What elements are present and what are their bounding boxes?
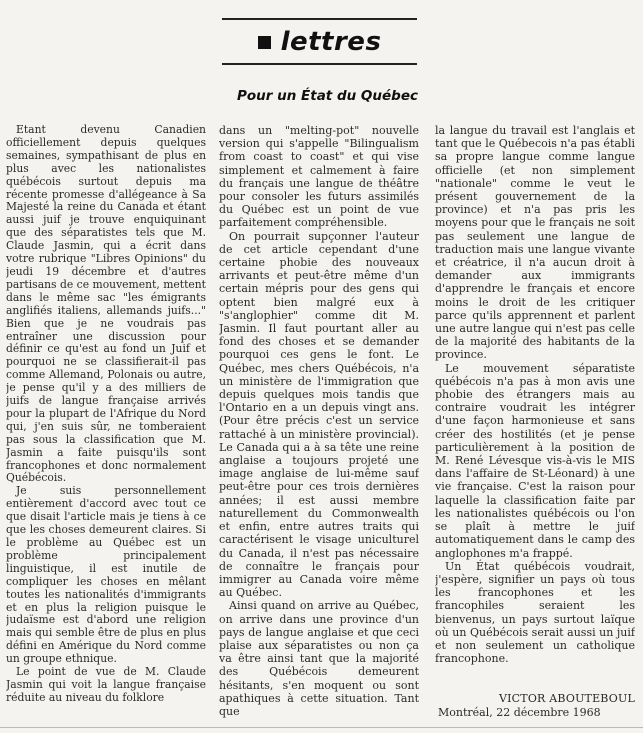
paragraph: la langue du travail est l'anglais et tant que le Québecois n'a pas établi sa propre langue comme langue officielle (et non simplement "nationale" comme le veut le présent gouvernement de la province) et n'a pas pris les moyens pour que le français ne soit pas seulement une langue de traduction mais une langue vivante et créatrice, il n'a aucun droit à demander aux immigrants d'apprendre le français et encore moins le droit de les critiquer parce qu'ils apprennent et parlent une autre langue qui n'est pas celle de la majorité des habitants de la province.	[435, 124, 635, 362]
letter-headline: Pour un État du Québec	[236, 88, 418, 104]
text-column-2	[219, 124, 419, 727]
page-bottom-rule	[0, 727, 643, 728]
black-square-icon	[258, 36, 271, 49]
text-column-3	[435, 124, 635, 688]
section-title	[222, 22, 417, 62]
header-top-rule	[222, 18, 417, 20]
paragraph: Un État québécois voudrait, j'espère, signifier un pays où tous les francophones et les francophiles seraient les bienvenus, un pays surtout laïque où un Québécois serait aussi un juif et non seulement un catholique francophone.	[435, 559, 635, 666]
section-title-text: lettres	[280, 27, 382, 57]
paragraph: Etant devenu Canadien officiellement depuis quelques semaines, sympathisant de plus en plus avec les nationalistes québécois surtout depuis ma récente promesse d'allégeance à Sa Majesté la reine du Canada et étant aussi juif je trouve enquiquinant que des séparatistes tels que M. Claude Jasmin, qui a écrit dans votre rubrique "Libres Opinions" du jeudi 19 décembre et d'autres partisans de ce mouvement, mettent dans le même sac "les émigrants anglifiés italiens, allemands juifs..." Bien que je ne voudrais pas entraîner une discussion pour définir ce qu'est au fond un Juif et pourquoi ne se classifierait-il pas comme Allemand, Polonais ou autre, je pense qu'il y a des milliers de juifs de langue française arrivés pour la plupart de l'Afrique du Nord qui, j'en suis sûr, ne tomberaient pas sous la classification que M. Jasmin a faite puisqu'ils sont francophones et donc normalement Québécois.	[6, 124, 206, 485]
paragraph: Ainsi quand on arrive au Québec, on arrive dans une province d'un pays de langue anglaise et que ceci plaise aux séparatistes ou non ça va être ainsi tant que la majorité des Québécois demeurent hésitants, s'en moquent ou sont apathiques à cette situation. Tant que	[219, 599, 419, 718]
paragraph: Le mouvement séparatiste québécois n'a pas à mon avis une phobie des étrangers mais au contraire voudrait les intégrer d'une façon harmonieuse et sans créer des hostilités (et je pense particulièrement à la position de M. René Lévesque vis-à-vis le MIS dans l'affaire de St-Léonard) à une vie française. C'est la raison pour laquelle la classification faite par les nationalistes québécois ou l'on se plaît à mettre le juif automatiquement dans le camp des anglophones m'a frappé.	[435, 361, 635, 560]
header-bottom-rule	[222, 63, 417, 65]
paragraph: dans un "melting-pot" nouvelle version qui s'appelle "Bilingualism from coast to coast" et qui vise simplement et calmement à faire du français une langue de théâtre pour consoler les futurs assimilés du Québec est un point de vue parfaitement compréhensible.	[219, 124, 419, 230]
paragraph: Je suis personnellement entièrement d'accord avec tout ce que disait l'article mais je tiens à ce que les choses demeurent claires. Si le problème au Québec est un problème principalement linguistique, il est inutile de compliquer les choses en mêlant toutes les nationalités d'immigrants et en plus la religion puisque le judaïsme est d'abord une religion mais qui semble être de plus en plus défini en Amérique du Nord comme un groupe ethnique.	[6, 484, 206, 666]
paragraph: On pourrait supçonner l'auteur de cet article cependant d'une certaine phobie des nouveaux arrivants et peut-être même d'un certain mépris pour des gens qui optent bien malgré eux à "s'anglophier" comme dit M. Jasmin. Il faut pourtant aller au fond des choses et se demander pourquoi ces gens le font. Le Québec, mes chers Québécois, n'a un ministère de l'immigration que depuis quelques mois tandis que l'Ontario en a un depuis vingt ans. (Pour être précis c'est un service rattaché à un ministère provincial). Le Canada qui a à sa tête une reine anglaise a toujours projeté une image anglaise de lui-même sauf peut-être pour ces trois dernières années; il est aussi membre naturellement du Commonwealth et enfin, entre autres traits qui caractérisent le visage uniculturel du Canada, il n'est pas nécessaire de connaître le français pour immigrer au Canada voire même au Québec.	[219, 229, 419, 600]
paragraph: Le point de vue de M. Claude Jasmin qui voit la langue française réduite au niveau du folklore	[6, 665, 206, 704]
author-name: VICTOR ABOUTEBOUL	[498, 692, 635, 705]
author-place-date: Montréal, 22 décembre 1968	[438, 706, 601, 719]
text-column-1	[6, 124, 206, 727]
